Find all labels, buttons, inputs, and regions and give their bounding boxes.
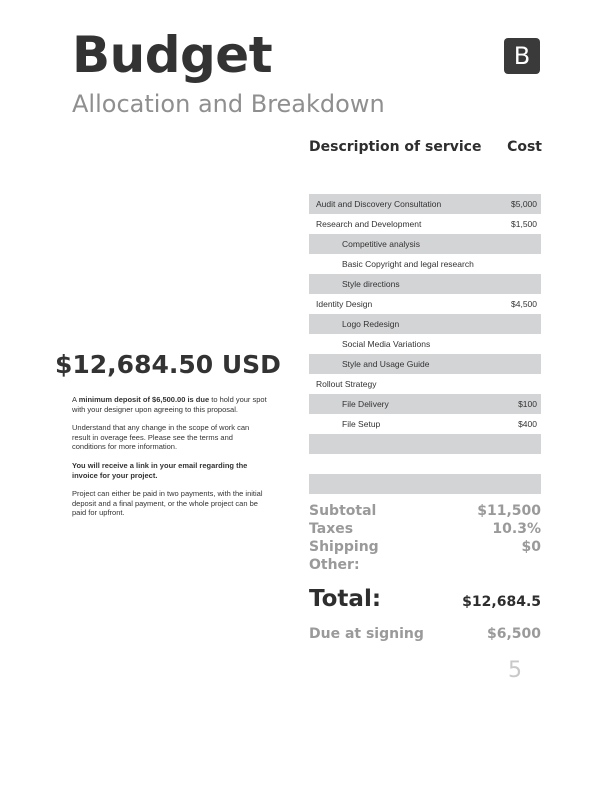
table-row [309, 214, 541, 234]
taxes-line [309, 521, 541, 537]
deposit-note-suffix: to hold your spot with your designer upon agreeing to this proposal. [72, 395, 267, 414]
table-row [309, 374, 541, 394]
service-description: Logo Redesign [342, 319, 400, 329]
subtotal-value: $11,500 [477, 503, 541, 519]
shipping-label: Shipping [309, 539, 379, 555]
service-description: Identity Design [316, 299, 373, 309]
total-label: Total: [309, 586, 382, 612]
due-at-signing-line [309, 626, 541, 642]
due-label: Due at signing [309, 626, 424, 642]
service-description: Style and Usage Guide [342, 359, 430, 369]
due-value: $6,500 [486, 626, 541, 642]
table-row [309, 274, 541, 294]
table-row [309, 314, 541, 334]
subtotal-label: Subtotal [309, 503, 377, 519]
table-row [309, 434, 541, 454]
payment-notes [72, 395, 268, 527]
service-description: File Delivery [342, 399, 389, 409]
table-row [309, 234, 541, 254]
total-amount-usd: $12,684.50 USD [55, 350, 281, 379]
service-description: Social Media Variations [342, 339, 431, 349]
table-row [309, 394, 541, 414]
other-label: Other: [309, 557, 360, 573]
service-cost: $1,500 [511, 219, 537, 229]
column-header-cost: Cost [507, 139, 542, 155]
table-row [309, 254, 541, 274]
table-row [309, 474, 541, 494]
service-description: Rollout Strategy [316, 379, 377, 389]
service-description: Style directions [342, 279, 400, 289]
service-cost: $100 [518, 399, 537, 409]
deposit-note-prefix: A [72, 395, 79, 404]
shipping-line [309, 539, 541, 555]
taxes-value: 10.3% [492, 521, 541, 537]
service-description: Audit and Discovery Consultation [316, 199, 442, 209]
table-row [309, 194, 541, 214]
page-title: Budget [72, 26, 273, 84]
brand-logo-icon: B [504, 38, 540, 74]
subtotal-line [309, 503, 541, 519]
table-row [309, 294, 541, 314]
service-cost: $5,000 [511, 199, 537, 209]
taxes-label: Taxes [309, 521, 354, 537]
service-description: Research and Development [316, 219, 422, 229]
invoice-link-note [72, 461, 268, 480]
service-description: File Setup [342, 419, 381, 429]
service-cost: $400 [518, 419, 537, 429]
column-header-description: Description of service [309, 139, 482, 155]
shipping-value: $0 [521, 539, 541, 555]
deposit-note-emphasis: minimum deposit of $6,500.00 is due [78, 395, 210, 404]
service-description: Basic Copyright and legal research [342, 259, 474, 269]
table-row [309, 454, 541, 474]
table-row [309, 414, 541, 434]
service-table [309, 194, 541, 494]
page-number: 5 [508, 658, 522, 683]
service-cost: $4,500 [511, 299, 537, 309]
deposit-note [72, 395, 268, 414]
total-line [309, 586, 541, 612]
other-line [309, 557, 541, 573]
table-row [309, 354, 541, 374]
scope-note: Understand that any change in the scope of work can result in overage fees. Please see the terms and conditions for more information. [72, 423, 250, 452]
invoice-link-text: You will receive a link in your email regarding the invoice for your project. [72, 460, 248, 480]
page-subtitle: Allocation and Breakdown [72, 90, 385, 118]
payment-options-note: Project can either be paid in two payments, with the initial deposit and a final payment, or the whole project can be paid for upfront. [72, 489, 263, 518]
table-row [309, 334, 541, 354]
total-value: $12,684.5 [462, 594, 541, 610]
service-description: Competitive analysis [342, 239, 420, 249]
